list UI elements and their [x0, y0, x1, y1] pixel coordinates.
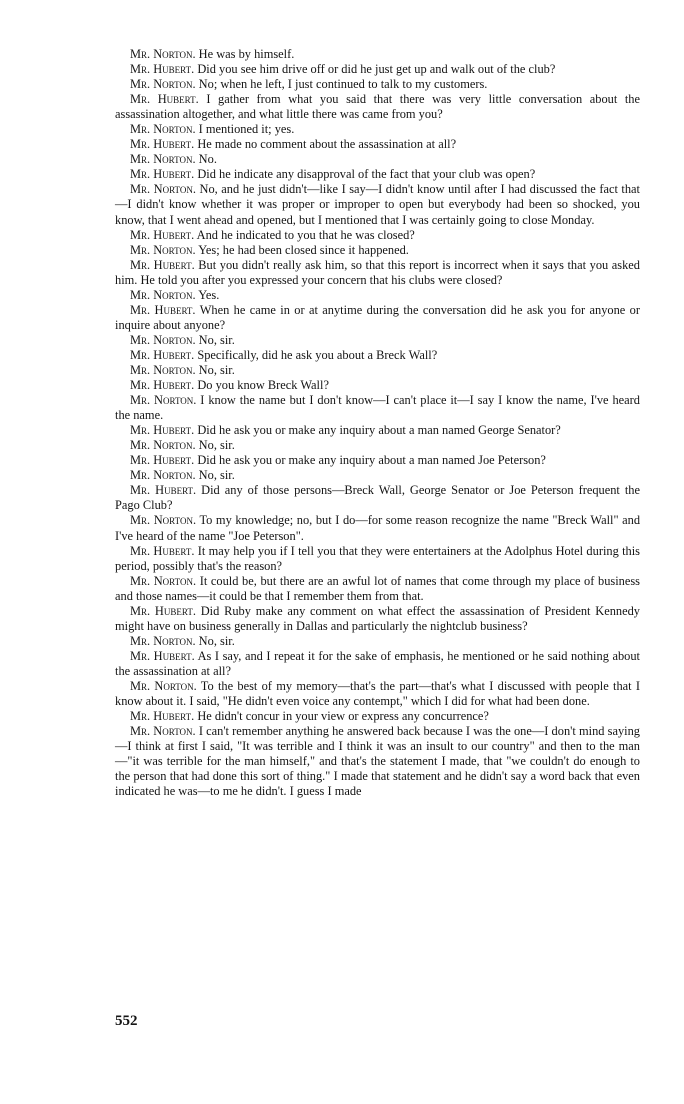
transcript-paragraph [115, 483, 640, 513]
speaker-label: Mr. Hubert. [130, 92, 199, 107]
transcript-paragraph [115, 724, 640, 799]
speaker-label: Mr. Hubert. [130, 167, 195, 182]
transcript-paragraph [115, 574, 640, 604]
paragraph-text: When he came in or at anytime during the conversation did he ask you for anyone or inquire about anyone? [115, 302, 640, 332]
speaker-label: Mr. Norton. [130, 47, 196, 61]
speaker-label: Mr. Norton. [130, 678, 197, 693]
paragraph-text: No, sir. [198, 362, 235, 377]
transcript-paragraph [115, 137, 640, 152]
paragraph-text: No, sir. [198, 468, 235, 483]
paragraph-text: No, sir. [198, 438, 235, 453]
paragraph-text: No. [198, 152, 217, 167]
paragraph-text: It may help you if I tell you that they were entertainers at the Adolphus Hotel during this period, possibly that's the reason? [115, 543, 640, 573]
paragraph-text: To my knowledge; no, but I do—for some reason recognize the name "Breck Wall" and I've heard of the name "Joe Peterson". [115, 513, 641, 543]
speaker-label: Mr. Hubert. [130, 453, 195, 468]
transcript-paragraph [115, 288, 640, 303]
transcript-paragraph [115, 228, 640, 243]
speaker-label: Mr. Hubert. [130, 227, 195, 242]
transcript-paragraph [115, 348, 640, 363]
speaker-label: Mr. Norton. [130, 438, 196, 453]
speaker-label: Mr. Norton. [130, 573, 197, 588]
transcript-paragraph [115, 634, 640, 649]
transcript-paragraph [115, 423, 640, 438]
paragraph-text: Yes. [198, 287, 220, 302]
transcript-paragraph [115, 363, 640, 378]
speaker-label: Mr. Norton. [130, 513, 197, 528]
speaker-label: Mr. Hubert. [130, 423, 195, 438]
transcript-paragraph [115, 604, 640, 634]
transcript-paragraph [115, 167, 640, 182]
paragraph-text: No, sir. [198, 332, 235, 347]
paragraph-text: Specifically, did he ask you about a Breck Wall? [197, 347, 438, 362]
transcript-paragraph [115, 438, 640, 453]
speaker-label: Mr. Hubert. [130, 137, 195, 152]
paragraph-text: No; when he left, I just continued to talk to my customers. [198, 77, 488, 92]
speaker-label: Mr. Norton. [130, 287, 196, 302]
transcript-paragraph [115, 47, 640, 62]
paragraph-text: He didn't concur in your view or express any concurrence? [197, 709, 489, 724]
transcript-paragraph [115, 182, 640, 227]
speaker-label: Mr. Norton. [130, 242, 196, 257]
paragraph-text: No, and he just didn't—like I say—I didn't know until after I had discussed the fact that—I didn't know whether it was proper or improper to open but everybody had been so shocked, you know, that I went ahead and opened, but I mentioned that I was certainly going to close Monday. [115, 182, 640, 227]
speaker-label: Mr. Norton. [130, 152, 196, 167]
page-number: 552 [115, 1013, 138, 1029]
transcript-paragraph [115, 679, 640, 709]
paragraph-text: He made no comment about the assassination at all? [197, 137, 457, 152]
speaker-label: Mr. Hubert. [130, 543, 195, 558]
paragraph-text: Did any of those persons—Breck Wall, George Senator or Joe Peterson frequent the Pago Club? [115, 483, 640, 513]
speaker-label: Mr. Hubert. [130, 347, 195, 362]
speaker-label: Mr. Hubert. [130, 603, 196, 618]
paragraph-text: As I say, and I repeat it for the sake of emphasis, he mentioned or he said nothing about the assassination at all? [115, 648, 640, 678]
paragraph-text: No, sir. [198, 633, 235, 648]
paragraph-text: Did Ruby make any comment on what effect the assassination of President Kennedy might have on business generally in Dallas and particularly the nightclub business? [115, 603, 640, 633]
transcript-paragraph [115, 92, 640, 122]
transcript-paragraph [115, 258, 640, 288]
paragraph-text: Did he indicate any disapproval of the fact that your club was open? [197, 167, 536, 182]
paragraph-text: Yes; he had been closed since it happened. [198, 242, 409, 257]
paragraph-text: But you didn't really ask him, so that this report is incorrect when it says that you asked him. He told you after you expressed your concern that his clubs were closed? [115, 257, 640, 287]
speaker-label: Mr. Hubert. [130, 483, 197, 498]
speaker-label: Mr. Norton. [130, 122, 196, 137]
transcript-paragraph [115, 333, 640, 348]
transcript-paragraph [115, 152, 640, 167]
transcript-paragraph [115, 77, 640, 92]
transcript-paragraph [115, 544, 640, 574]
speaker-label: Mr. Hubert. [130, 257, 195, 272]
paragraph-text: It could be, but there are an awful lot of names that come through my place of business and those names—it could be that I remember them from that. [115, 573, 640, 603]
transcript-paragraph [115, 453, 640, 468]
speaker-label: Mr. Norton. [130, 77, 196, 92]
paragraph-text: He was by himself. [198, 47, 295, 61]
transcript-paragraph [115, 393, 640, 423]
speaker-label: Mr. Norton. [130, 182, 196, 197]
speaker-label: Mr. Norton. [130, 724, 196, 739]
speaker-label: Mr. Hubert. [130, 709, 195, 724]
paragraph-text: And he indicated to you that he was closed? [196, 227, 415, 242]
speaker-label: Mr. Norton. [130, 393, 197, 408]
transcript-body [115, 47, 640, 799]
paragraph-text: Did you see him drive off or did he just get up and walk out of the club? [197, 62, 556, 77]
transcript-paragraph [115, 62, 640, 77]
paragraph-text: I can't remember anything he answered back because I was the one—I don't mind saying—I think at first I said, "It was terrible and I think it was an insult to our country" and then to the man—"it was terrible for the man himself," and that's the statement I made, that "we couldn't do enough to the person that had done this sort of thing." I made that statement and he didn't say a word back that even indicated he was—to me he didn't. I guess I made [115, 724, 640, 799]
speaker-label: Mr. Hubert. [130, 378, 195, 393]
paragraph-text: I know the name but I don't know—I can't place it—I say I know the name, I've heard the name. [115, 393, 640, 423]
speaker-label: Mr. Norton. [130, 332, 196, 347]
speaker-label: Mr. Hubert. [130, 302, 196, 317]
speaker-label: Mr. Norton. [130, 633, 196, 648]
paragraph-text: I mentioned it; yes. [198, 122, 295, 137]
paragraph-text: Do you know Breck Wall? [197, 378, 329, 393]
speaker-label: Mr. Norton. [130, 362, 196, 377]
transcript-paragraph [115, 122, 640, 137]
transcript-paragraph [115, 378, 640, 393]
transcript-paragraph [115, 513, 640, 543]
speaker-label: Mr. Hubert. [130, 648, 195, 663]
paragraph-text: I gather from what you said that there was very little conversation about the assassination altogether, and what little there was came from you? [115, 92, 640, 122]
transcript-paragraph [115, 709, 640, 724]
paragraph-text: To the best of my memory—that's the part—that's what I discussed with people that I know about it. I said, "He didn't even voice any contempt," which I did for what had been done. [115, 678, 640, 709]
transcript-paragraph [115, 303, 640, 333]
speaker-label: Mr. Norton. [130, 468, 196, 483]
speaker-label: Mr. Hubert. [130, 62, 195, 77]
transcript-paragraph [115, 649, 640, 679]
paragraph-text: Did he ask you or make any inquiry about a man named George Senator? [197, 423, 561, 438]
transcript-paragraph [115, 468, 640, 483]
transcript-paragraph [115, 243, 640, 258]
paragraph-text: Did he ask you or make any inquiry about a man named Joe Peterson? [197, 453, 546, 468]
